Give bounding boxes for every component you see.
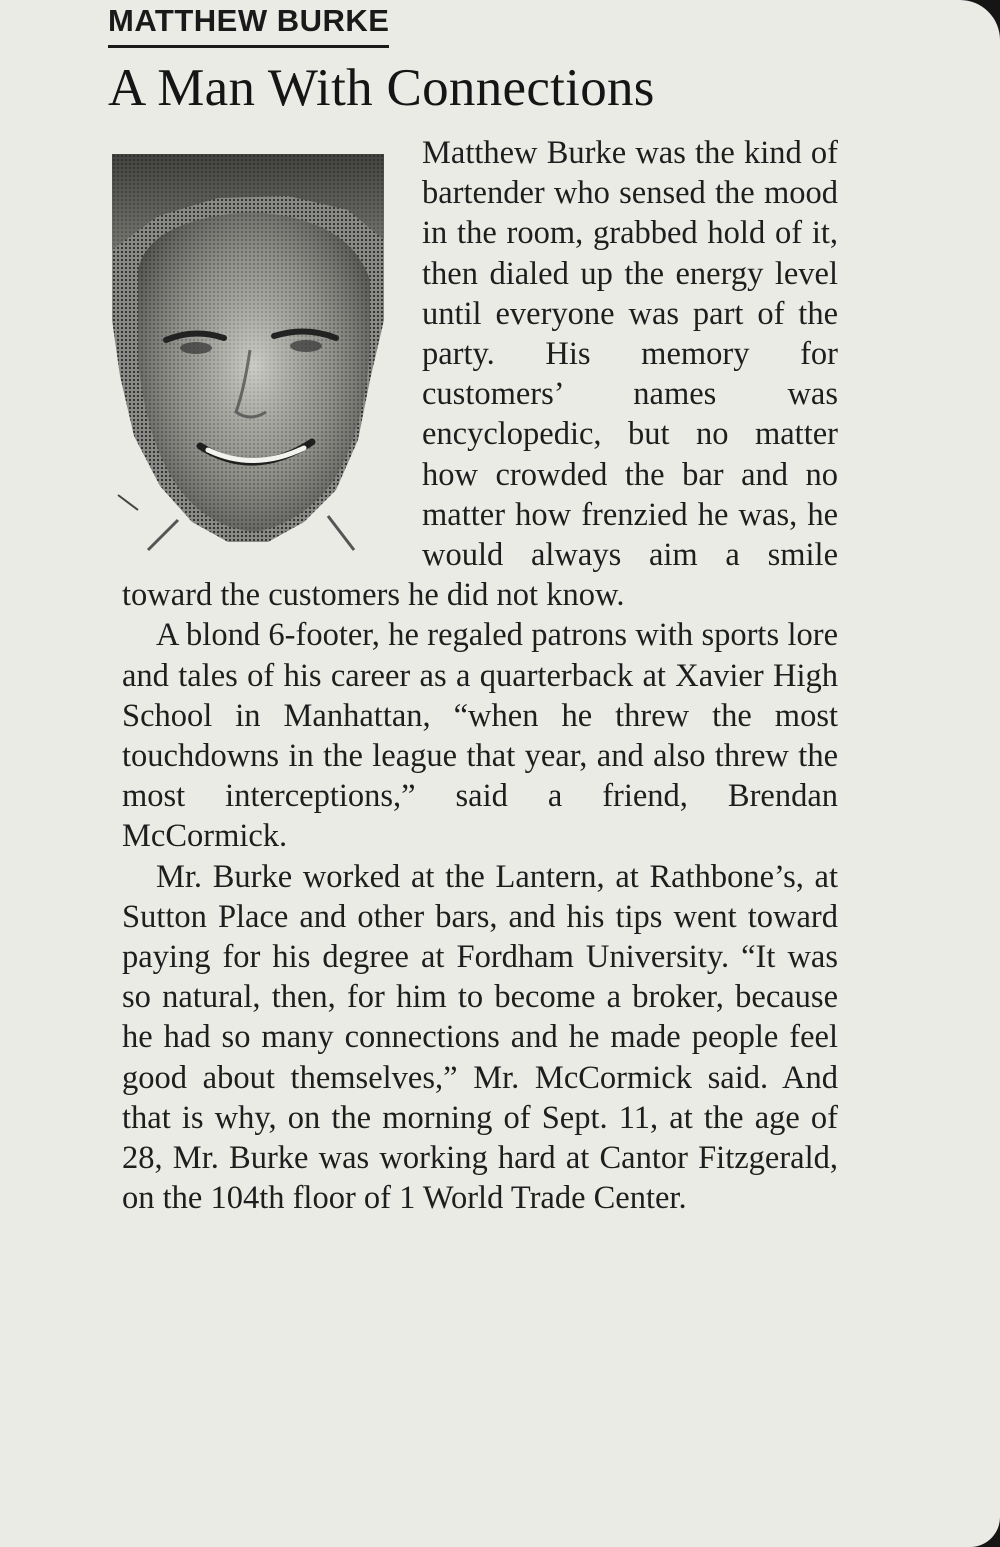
name-tag: MATTHEW BURKE — [108, 0, 389, 48]
article-body — [122, 133, 838, 1218]
headline: A Man With Connections — [108, 59, 655, 117]
article-paragraph-2: A blond 6-footer, he regaled patrons with sports lore and tales of his career as a quarterback at Xavier High School in Manhattan, “when he threw the most touchdowns in the league that year, and also threw the most interceptions,” said a friend, Brendan McCormick. — [122, 617, 838, 855]
article-paragraph-3: Mr. Burke worked at the Lantern, at Rathbone’s, at Sutton Place and other bars, and his tips went toward paying for his degree at Fordham University. “It was so natural, then, for him to become a broker, because he had so many connections and he made people feel good about themselves,” Mr. McCormick said. And that is why, on the morning of Sept. 11, at the age of 28, Mr. Burke was working hard at Cantor Fitzgerald, on the 104th floor of 1 World Trade Center. — [122, 858, 838, 1217]
photo-wrap-spacer — [122, 133, 422, 575]
article-paragraph-1: Matthew Burke was the kind of bartender who sensed the mood in the room, grabbed hold of it, then dialed up the energy level until everyone was part of the party. His memory for customers’ names was encyclopedic, but no matter how crowded the bar and no matter how frenzied he was, he would always aim a smile toward the customers he did not know. — [122, 135, 838, 614]
